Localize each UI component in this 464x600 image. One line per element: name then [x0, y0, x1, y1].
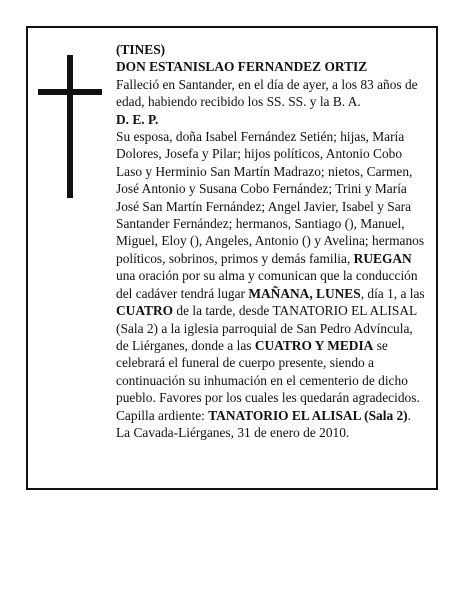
manana-lunes: MAÑANA, LUNES — [248, 285, 361, 301]
funeral-text: se celebrará el funeral de cuerpo presente, siendo a continuación su inhumación en el cementerio de dicho pueblo. Favores por los cuales les quedarán agradecidos. Capilla ardiente: — [116, 337, 420, 423]
family-list — [116, 128, 426, 424]
capilla-location: TANATORIO EL ALISAL (Sala 2) — [208, 407, 408, 423]
place-date: La Cavada-Liérganes, 31 de enero de 2010. — [116, 424, 350, 440]
obituary-notice — [26, 26, 438, 490]
cuatro-time: CUATRO — [116, 303, 174, 319]
day-text: , día 1, a las — [360, 285, 425, 301]
family-list-text: Su esposa, doña Isabel Fernández Setién; hijas, María Dolores, Josefa y Pilar; hijos políticos, Antonio Cobo Laso y Herminio San Martín Madrazo; nietos, Carmen, José Antonio y Susana Cobo Fernández; Trini y María José San Martín Fernández; Angel Javier, Isabel y Sara Santander Fernández; hermanos, Santiago (), Manuel, Miguel, Eloy (), Angeles, Antonio () y Avelina; hermanos políticos, sobrinos, primos y demás familia, — [116, 129, 425, 266]
cuatro-media-time: CUATRO Y MEDIA — [254, 337, 374, 353]
deceased-name: DON ESTANISLAO FERNANDEZ ORTIZ — [116, 59, 368, 75]
cross-icon — [38, 55, 102, 198]
notice-text — [116, 41, 426, 441]
rip-line: D. E. P. — [116, 111, 159, 127]
departure-text: de la tarde, desde TANATORIO EL ALISAL (Sala 2) a la iglesia parroquial de San Pedro Advíncula, de Liérganes, donde a las — [116, 303, 417, 353]
cross-horizontal-bar — [38, 89, 102, 95]
cross-vertical-bar — [67, 55, 73, 198]
final-period: . — [407, 407, 412, 423]
ruegan-word: RUEGAN — [353, 250, 412, 266]
ruegan-rest: una oración por su alma y comunican que la conducción del cadáver tendrá lugar — [116, 268, 418, 301]
family-header: (TINES) — [116, 42, 166, 57]
death-line: Falleció en Santander, en el día de ayer, a los 83 años de edad, habiendo recibido los SS. SS. y la B. A. — [116, 76, 418, 110]
